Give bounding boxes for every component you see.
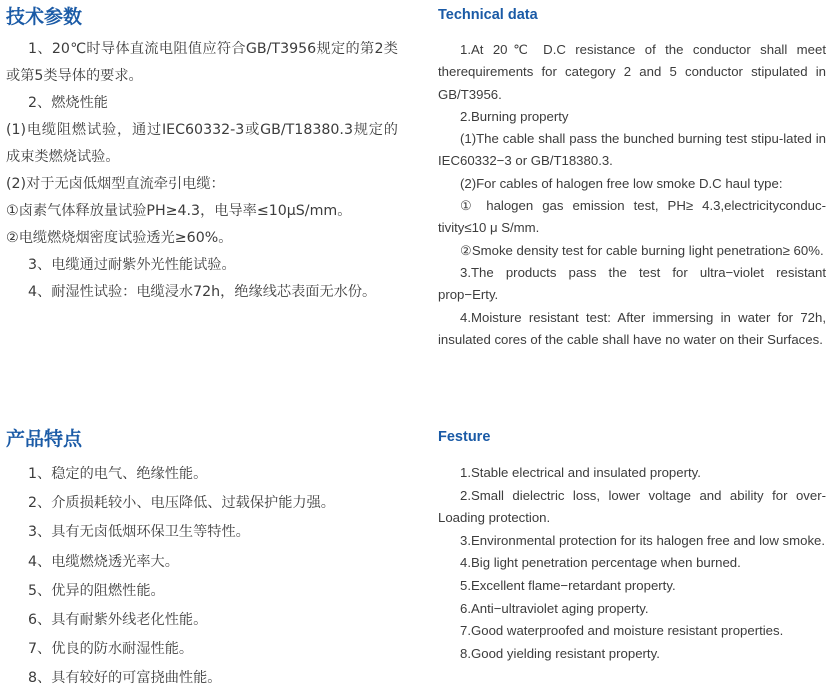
feature-item-en: 8.Good yielding resistant property. (460, 645, 660, 661)
feature-item-cn: 8、具有较好的可富挠曲性能。 (28, 670, 222, 687)
tech-item-en: 4.Moisture resistant test: After immersing in water for 72h, insulated cores of the cable shall have no water on their Surfaces. (438, 309, 826, 347)
feature-item-cn: 5、优异的阻燃性能。 (28, 582, 165, 599)
tech-list-cn (6, 36, 398, 306)
feature-item-cn: 7、优良的防水耐湿性能。 (28, 641, 194, 658)
feature-item-cn: 1、稳定的电气、绝缘性能。 (28, 466, 208, 482)
feature-item-cn: 3、具有无卤低烟环保卫生等特性。 (28, 524, 250, 541)
feature-list-en (438, 462, 826, 665)
tech-item-cn: 3、电缆通过耐紫外光性能试验。 (28, 257, 236, 273)
tech-list-en (438, 39, 826, 351)
feature-item-en: 4.Big light penetration percentage when burned. (460, 555, 741, 571)
tech-item-en: 2.Burning property (460, 108, 569, 124)
tech-item-en: 3.The products pass the test for ultra−violet resistant prop−Erty. (438, 264, 826, 303)
tech-item-en: (2)For cables of halogen free low smoke D.C haul type: (460, 175, 783, 191)
feature-item-cn: 4、电缆燃烧透光率大。 (28, 553, 179, 570)
feature-item-cn: 2、介质损耗较小、电压降低、过载保护能力强。 (28, 495, 335, 512)
tech-item-cn: ②电缆燃烧烟密度试验透光≥60%。 (6, 230, 233, 246)
feature-item-en: 5.Excellent flame−retardant property. (460, 577, 676, 593)
tech-item-cn: (1)电缆阻燃试验，通过IEC60332-3或GB/T18380.3规定的成束类燃烧试验。 (6, 122, 398, 165)
tech-item-cn: 2、燃烧性能 (28, 95, 108, 111)
tech-item-en: 1.At 20℃ D.C resistance of the conductor shall meet therequirements for category 2 and 5 conductor stipulated in GB/T3956. (438, 42, 826, 102)
feature-item-en: 2.Small dielectric loss, lower voltage and ability for over-Loading protection. (438, 487, 826, 526)
tech-item-en: (1)The cable shall pass the bunched burning test stipu-lated in IEC60332−3 or GB/T18380.3. (438, 131, 826, 169)
feature-item-en: 7.Good waterproofed and moisture resistant properties. (460, 623, 784, 639)
tech-item-cn: 1、20℃时导体直流电阻值应符合GB/T3956规定的第2类或第5类导体的要求。 (6, 41, 398, 84)
tech-item-cn: 4、耐湿性试验：电缆浸水72h，绝缘线芯表面无水份。 (28, 284, 377, 300)
feature-item-cn: 6、具有耐紫外线老化性能。 (28, 612, 208, 629)
feature-list-cn (6, 460, 398, 694)
feature-item-en: 1.Stable electrical and insulated property. (460, 465, 701, 480)
tech-title-en: Technical data (438, 7, 538, 23)
tech-item-en: ① halogen gas emission test, PH≥ 4.3,electricityconduc-tivity≤10 μ S/mm. (438, 198, 826, 236)
feature-title-cn: 产品特点 (6, 428, 83, 450)
feature-title-en: Festure (438, 429, 491, 445)
feature-item-en: 3.Environmental protection for its halogen free and low smoke. (460, 532, 826, 548)
tech-title-cn: 技术参数 (6, 6, 83, 28)
tech-item-en: ②Smoke density test for cable burning light penetration≥ 60%. (460, 242, 824, 258)
feature-item-en: 6.Anti−ultraviolet aging property. (460, 600, 649, 616)
tech-item-cn: ①卤素气体释放量试验PH≥4.3，电导率≤10μS/mm。 (6, 203, 352, 219)
tech-item-cn: (2)对于无卤低烟型直流牵引电缆： (6, 176, 225, 192)
